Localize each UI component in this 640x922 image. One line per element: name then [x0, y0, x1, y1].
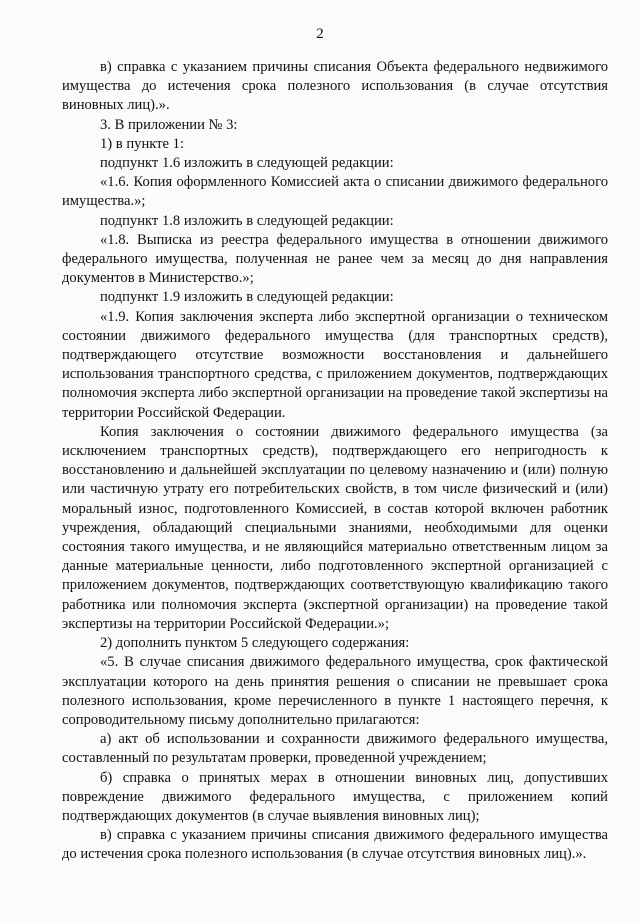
- paragraph-6: подпункт 1.8 изложить в следующей редакции:: [100, 212, 394, 229]
- paragraph-2: 3. В приложении № 3:: [100, 116, 238, 133]
- paragraph-11: 2) дополнить пунктом 5 следующего содержания:: [100, 635, 410, 652]
- page-number: 2: [316, 26, 324, 42]
- paragraph-9: «1.9. Копия заключения эксперта либо экспертной организации о техническом состоянии движимого федерального имущества (для транспортных средств), подтверждающего отсутствие возможности восстановления и дальнейшего использования транспортного средства, с приложением документов, подтверждающих полномочия эксперта либо экспертной организации на проведение такой экспертизы на территории Российской Федерации.: [62, 308, 608, 421]
- paragraph-3: 1) в пункте 1:: [100, 135, 185, 152]
- paragraph-15: в) справка с указанием причины списания движимого федерального имущества до истечения срока полезного использования (в случае отсутствия виновных лиц).».: [62, 827, 608, 863]
- paragraph-12: «5. В случае списания движимого федерального имущества, срок фактической эксплуатации которого на день принятия решения о списании не превышает срока полезного использования, кроме перечисленного в пункте 1 настоящего перечня, к сопроводительному письму дополнительно прилагаются:: [62, 654, 608, 728]
- paragraph-1: в) справка с указанием причины списания Объекта федерального недвижимого имущества до истечения срока полезного использования (в случае отсутствия виновных лиц).».: [62, 59, 608, 114]
- document-body: [62, 58, 608, 865]
- paragraph-5: «1.6. Копия оформленного Комиссией акта о списании движимого федерального имущества.»;: [62, 174, 608, 210]
- paragraph-4: подпункт 1.6 изложить в следующей редакции:: [100, 155, 394, 172]
- paragraph-13: а) акт об использовании и сохранности движимого федерального имущества, составленный по результатам проверки, проведенной учреждением;: [62, 731, 608, 767]
- paragraph-7: «1.8. Выписка из реестра федерального имущества в отношении движимого федерального имущества, полученная не ранее чем за месяц до дня направления документов в Министерство.»;: [62, 231, 608, 287]
- paragraph-14: б) справка о принятых мерах в отношении виновных лиц, допустивших повреждение движимого федерального имущества, с приложением копий подтверждающих документов (в случае выявления виновных лиц);: [62, 769, 608, 824]
- paragraph-10: Копия заключения о состоянии движимого федерального имущества (за исключением транспортных средств), подтверждающего его непригодность к восстановлению и дальнейшей эксплуатации по целевому назначению и (или) полную или частичную утрату его потребительских свойств, в том числе физический и (или) моральный износ, подготовленного Комиссией, в состав которой включен работник учреждения, обладающий специальными знаниями, необходимыми для оценки состояния такого имущества, и не являющийся материально ответственным лицом за данные материальные ценности, либо подготовленного экспертной организацией с приложением документов, подтверждающих соответствующую квалификацию такого работника или полномочия эксперта (экспертной организации) на проведение такой экспертизы на территории Российской Федерации.»;: [62, 423, 608, 632]
- paragraph-8: подпункт 1.9 изложить в следующей редакции:: [100, 289, 394, 306]
